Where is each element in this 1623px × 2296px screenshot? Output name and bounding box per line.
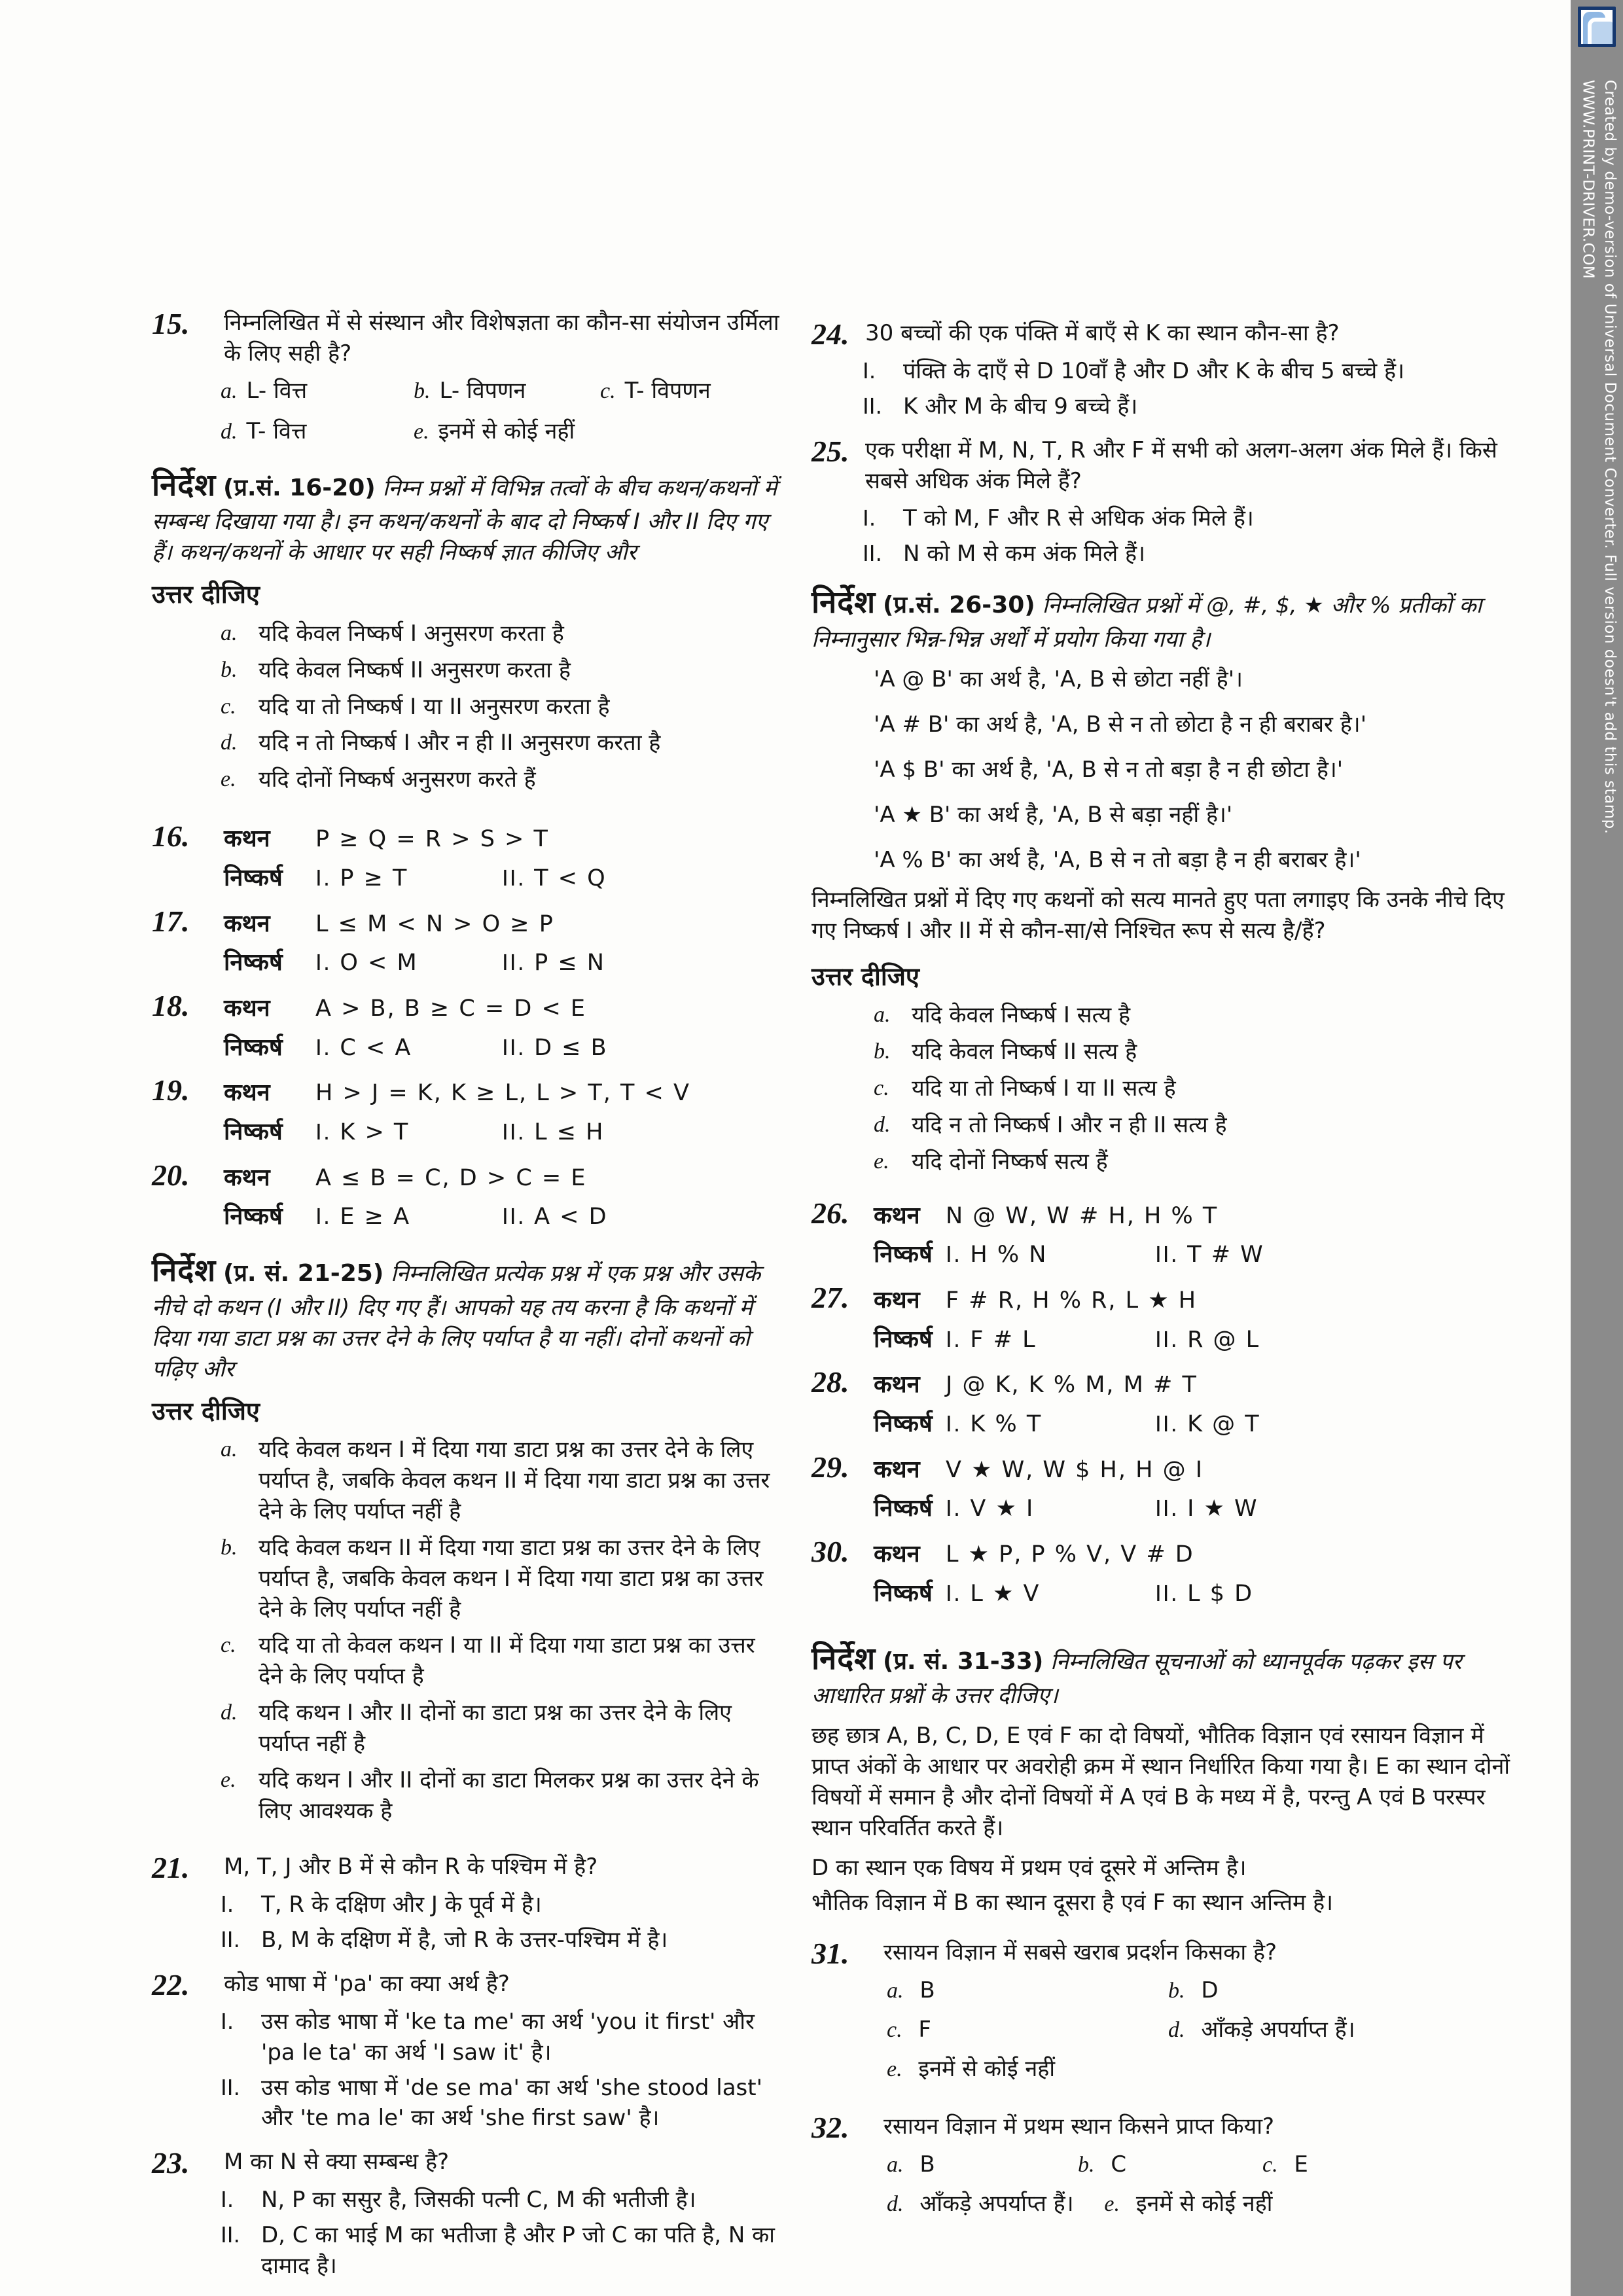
symbol-def-at: 'A @ B' का अर्थ है, 'A, B से छोटा नहीं है'।: [874, 666, 1243, 693]
watermark-line-1: Created by demo-version of Universal Document Converter. Full version doesn't add this stamp.: [1601, 80, 1618, 834]
info-paragraph-1: छह छात्र A, B, C, D, E एवं F का दो विषयों, भौतिक विज्ञान एवं रसायन विज्ञान में प्राप्त अंकों के आधार पर अवरोही क्रम में स्थान निर्धारित किया गया है। E का स्थान दोनों विषयों में समान है और दोनों विषयों में A एवं B के मध्य में है, परन्तु A एवं B परस्पर स्थान परिवर्तित करते हैं।: [812, 1723, 1510, 1841]
directions-16-20: [152, 465, 785, 796]
option-b: b. L- विपणन: [414, 377, 526, 404]
question-29: 29. कथन V ★ W, W $ H, H @ I निष्कर्ष I. V ★ I II. I ★ W: [812, 1450, 1258, 1522]
statement-2: II. N को M से कम अंक मिले हैं।: [863, 540, 1145, 567]
question-15: [152, 308, 785, 448]
directions-range: (प्र. सं. 21-25): [223, 1259, 384, 1287]
question-31-options: [812, 1975, 1513, 2085]
question-22: 22. कोड भाषा में 'pa' का क्या अर्थ है? I. उस कोड भाषा में 'ke ta me' का अर्थ 'you it first' और 'pa le ta' का अर्थ 'I saw it' है। II. उस कोड भाषा में 'de se ma' का अर्थ 'she stood last' और 'te ma le' का अर्थ 'she first saw' है।: [152, 1969, 785, 2134]
symbol-def-percent: 'A % B' का अर्थ है, 'A, B से न तो बड़ा है न ही बराबर है।': [874, 846, 1361, 873]
choice-a: a. यदि केवल कथन I में दिया गया डाटा प्रश्न का उत्तर देने के लिए पर्याप्त है, जबकि केवल कथन II में दिया गया डाटा प्रश्न का उत्तर देने के लिए पर्याप्त नहीं है: [221, 1437, 770, 1524]
option-d: d. आँकड़े अपर्याप्त हैं।: [1168, 2017, 1355, 2043]
directions-body: निम्न प्रश्नों में विभिन्न तत्वों के बीच कथन/कथनों में सम्बन्ध दिखाया गया है। इन कथन/कथनों के बाद दो निष्कर्ष I और II दिए गए हैं। कथन/कथनों के आधार पर सही निष्कर्ष ज्ञात कीजिए और: [152, 475, 777, 566]
choice-b: b. यदि केवल निष्कर्ष II सत्य है: [874, 1038, 1137, 1065]
question-18: 18. कथन A > B, B ≥ C = D < E निष्कर्ष I. C < A II. D ≤ B: [152, 988, 608, 1061]
question-text: निम्नलिखित में से संस्थान और विशेषज्ञता का कौन-सा संयोजन उर्मिला के लिए सही है?: [224, 310, 779, 367]
watermark-stamp-bar: [1571, 0, 1623, 2296]
option-e: e. इनमें से कोई नहीं: [1104, 2191, 1273, 2217]
question-19: 19. कथन H > J = K, K ≥ L, L > T, T < V निष्कर्ष I. K > T II. L ≤ H: [152, 1073, 690, 1145]
symbol-def-hash: 'A # B' का अर्थ है, 'A, B से न तो छोटा है न ही बराबर है।': [874, 711, 1367, 738]
symbol-definitions: [812, 664, 1513, 876]
question-27: 27. कथन F # R, H % R, L ★ H निष्कर्ष I. F # L II. R @ L: [812, 1280, 1260, 1353]
directions-body: निम्नलिखित प्रश्नों में @, #, $, ★ और % प्रतीकों का निम्नानुसार भिन्न-भिन्न अर्थों में प्रयोग किया गया है।: [812, 592, 1482, 653]
question-number: 15.: [152, 307, 190, 340]
statement-2: II. B, M के दक्षिण में है, जो R के उत्तर-पश्चिम में है।: [221, 1926, 668, 1953]
question-25: 25. एक परीक्षा में M, N, T, R और F में सभी को अलग-अलग अंक मिले हैं। किसे सबसे अधिक अंक मिले हैं? I. T को M, F और R से अधिक अंक मिले हैं। II. N को M से कम अंक मिले हैं।: [812, 435, 1513, 569]
directions-body: निम्नलिखित प्रत्येक प्रश्न में एक प्रश्न और उसके नीचे दो कथन (I और II) दिए गए हैं। आपको यह तय करना है कि कथनों में दिया गया डाटा प्रश्न का उत्तर देने के लिए पर्याप्त है या नहीं। दोनों कथनों को पढ़िए और: [152, 1260, 761, 1382]
directions-heading: निर्देश: [152, 467, 217, 503]
answer-instruction-heading: उत्तर दीजिए: [152, 580, 260, 609]
choice-a: a. यदि केवल निष्कर्ष I अनुसरण करता है: [221, 620, 564, 647]
right-column: [812, 308, 1513, 2220]
answer-instruction-heading: उत्तर दीजिए: [152, 1396, 260, 1426]
watermark-text: [1577, 80, 1620, 834]
option-d: d. आँकड़े अपर्याप्त हैं।: [887, 2191, 1074, 2217]
option-d: d. T- वित्त: [221, 418, 307, 444]
statement-1: I. पंक्ति के दाएँ से D 10वाँ है और D और K के बीच 5 बच्चे हैं।: [863, 358, 1404, 384]
question-32-options: [812, 2149, 1513, 2220]
choice-c: c. यदि या तो निष्कर्ष I या II सत्य है: [874, 1075, 1176, 1102]
choice-e: e. यदि दोनों निष्कर्ष अनुसरण करते हैं: [221, 766, 536, 793]
choice-a: a. यदि केवल निष्कर्ष I सत्य है: [874, 1001, 1131, 1028]
directions-body: निम्नलिखित सूचनाओं को ध्यानपूर्वक पढ़कर इस पर आधारित प्रश्नों के उत्तर दीजिए।: [812, 1649, 1462, 1710]
question-17: 17. कथन L ≤ M < N > O ≥ P निष्कर्ष I. O < M II. P ≤ N: [152, 904, 605, 977]
question-24: 24. 30 बच्चों की एक पंक्ति में बाएँ से K का स्थान कौन-सा है? I. पंक्ति के दाएँ से D 10वाँ है और D और K के बीच 5 बच्चे हैं। II. K और M के बीच 9 बच्चे हैं।: [812, 318, 1513, 422]
directions-heading: निर्देश: [812, 584, 876, 621]
option-c: c. F: [887, 2017, 931, 2043]
info-paragraph-2: D का स्थान एक विषय में प्रथम एवं दूसरे में अन्तिम है।: [812, 1854, 1247, 1881]
answer-choices-16-20: [152, 619, 785, 796]
question-21: 21. M, T, J और B में से कौन R के पश्चिम में है? I. T, R के दक्षिण और J के पूर्व में है। II. B, M के दक्षिण में है, जो R के उत्तर-पश्चिम में है।: [152, 1852, 785, 1956]
answer-instruction-heading: उत्तर दीजिए: [812, 961, 919, 991]
watermark-line-2: WWW.PRINT-DRIVER.COM: [1579, 80, 1597, 279]
choice-c: c. यदि या तो निष्कर्ष I या II अनुसरण करता है: [221, 693, 610, 720]
question-15-options: [152, 376, 785, 448]
option-b: b. C: [1078, 2151, 1127, 2178]
directions-range: (प्र.सं. 16-20): [223, 474, 376, 501]
option-a: a. L- वित्त: [221, 377, 308, 404]
question-28: 28. कथन J @ K, K % M, M # T निष्कर्ष I. K % T II. K @ T: [812, 1365, 1260, 1437]
udc-logo-shape-inner: [1588, 18, 1616, 47]
directions-range: (प्र.सं. 26-30): [883, 592, 1035, 619]
statement-2: II. K और M के बीच 9 बच्चे हैं।: [863, 393, 1138, 420]
statement-1: I. N, P का ससुर है, जिसकी पत्नी C, M की भतीजी है।: [221, 2187, 696, 2214]
directions-26-30: [812, 582, 1513, 1177]
statement-1: I. उस कोड भाषा में 'ke ta me' का अर्थ 'you it first' और 'pa le ta' का अर्थ 'I saw it' है।: [221, 2008, 755, 2066]
statement-1: I. T, R के दक्षिण और J के पूर्व में है।: [221, 1891, 542, 1918]
choice-d: d. यदि न तो निष्कर्ष I और न ही II अनुसरण करता है: [221, 730, 661, 757]
choice-b: b. यदि केवल कथन II में दिया गया डाटा प्रश्न का उत्तर देने के लिए पर्याप्त है, जबकि केवल कथन I में दिया गया डाटा प्रश्न का उत्तर देने के लिए पर्याप्त नहीं है: [221, 1534, 764, 1623]
statement-2: II. उस कोड भाषा में 'de se ma' का अर्थ 'she stood last' और 'te ma le' का अर्थ 'she first saw' है।: [221, 2074, 762, 2132]
directions-heading: निर्देश: [812, 1641, 876, 1677]
choice-b: b. यदि केवल निष्कर्ष II अनुसरण करता है: [221, 656, 571, 683]
symbol-def-star: 'A ★ B' का अर्थ है, 'A, B से बड़ा नहीं है।': [874, 801, 1233, 828]
statement-1: I. T को M, F और R से अधिक अंक मिले हैं।: [863, 505, 1254, 531]
question-20: 20. कथन A ≤ B = C, D > C = E निष्कर्ष I. E ≥ A II. A < D: [152, 1158, 608, 1230]
answer-choices-21-25: [152, 1435, 785, 1827]
question-26: 26. कथन N @ W, W # H, H % T निष्कर्ष I. H % N II. T # W: [812, 1196, 1264, 1268]
symbol-def-dollar: 'A $ B' का अर्थ है, 'A, B से न तो बड़ा है न ही छोटा है।': [874, 757, 1344, 783]
statement-2: II. D, C का भाई M का भतीजा है और P जो C का पति है, N का दामाद है।: [221, 2222, 775, 2280]
choice-d: d. यदि न तो निष्कर्ष I और न ही II सत्य है: [874, 1111, 1227, 1138]
directions-range: (प्र. सं. 31-33): [883, 1648, 1044, 1676]
choice-e: e. यदि दोनों निष्कर्ष सत्य हैं: [874, 1148, 1108, 1175]
question-32: 32. रसायन विज्ञान में प्रथम स्थान किसने प्राप्त किया? a. B b. C c. E d. आँकड़े अपर्याप्त हैं। e. इनमें से कोई नहीं: [812, 2111, 1513, 2220]
directions-post-text: निम्नलिखित प्रश्नों में दिए गए कथनों को सत्य मानते हुए पता लगाइए कि उनके नीचे दिए गए निष्कर्ष I और II में से कौन-सा/से निश्चित रूप से सत्य है/हैं?: [812, 886, 1505, 944]
option-a: a. B: [887, 2151, 935, 2178]
question-30: 30. कथन L ★ P, P % V, V # D निष्कर्ष I. L ★ V II. L $ D: [812, 1534, 1254, 1607]
info-paragraph-3: भौतिक विज्ञान में B का स्थान दूसरा है एवं F का स्थान अन्तिम है।: [812, 1889, 1334, 1916]
udc-logo: [1578, 7, 1616, 47]
question-31: 31. रसायन विज्ञान में सबसे खराब प्रदर्शन किसका है? a. B b. D c. F d. आँकड़े अपर्याप्त हैं। e. इनमें से कोई नहीं: [812, 1937, 1513, 2085]
question-23: 23. M का N से क्या सम्बन्ध है? I. N, P का ससुर है, जिसकी पत्नी C, M की भतीजी है। II. D, C का भाई M का भतीजा है और P जो C का पति है, N का दामाद है।: [152, 2147, 785, 2282]
option-a: a. B: [887, 1977, 935, 2004]
option-e: e. इनमें से कोई नहीं: [887, 2056, 1056, 2083]
directions-heading: निर्देश: [152, 1252, 217, 1289]
option-b: b. D: [1168, 1977, 1219, 2004]
choice-c: c. यदि या तो केवल कथन I या II में दिया गया डाटा प्रश्न का उत्तर देने के लिए पर्याप्त है: [221, 1632, 755, 1690]
question-16: 16. कथन P ≥ Q = R > S > T निष्कर्ष I. P ≥ T II. T < Q: [152, 819, 607, 891]
directions-31-33: [812, 1638, 1513, 1918]
left-column: [152, 308, 785, 2295]
choice-d: d. यदि कथन I और II दोनों का डाटा प्रश्न का उत्तर देने के लिए पर्याप्त नहीं है: [221, 1700, 732, 1757]
option-c: c. T- विपणन: [600, 377, 711, 404]
directions-21-25: [152, 1250, 785, 1827]
option-e: e. इनमें से कोई नहीं: [414, 418, 575, 444]
choice-e: e. यदि कथन I और II दोनों का डाटा मिलकर प्रश्न का उत्तर देने के लिए आवश्यक है: [221, 1767, 759, 1824]
option-c: c. E: [1262, 2151, 1308, 2178]
answer-choices-26-30: [812, 1000, 1513, 1177]
